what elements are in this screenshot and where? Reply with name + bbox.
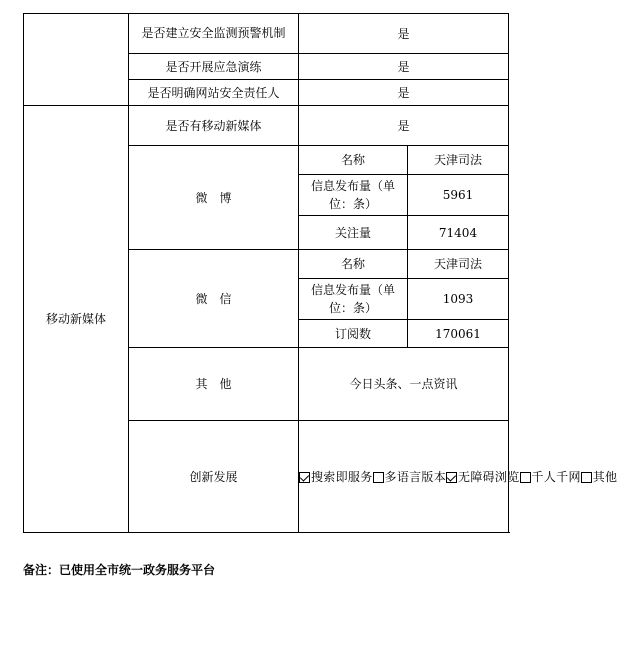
checked-checkbox-icon[interactable] <box>446 472 457 483</box>
wechat-subs-label: 订阅数 <box>299 320 408 348</box>
innovation-option <box>446 470 520 484</box>
wechat-subs-value: 170061 <box>408 320 509 348</box>
innovation-option-label: 千人千网 <box>531 469 581 484</box>
security-warning-label: 是否建立安全监测预警机制 <box>129 14 299 54</box>
wechat-name-label: 名称 <box>299 250 408 279</box>
wechat-posts-label: 信息发布量（单位：条） <box>299 279 408 320</box>
unchecked-checkbox-icon[interactable] <box>520 472 531 483</box>
has-mobile-label: 是否有移动新媒体 <box>129 106 299 146</box>
weibo-followers-label: 关注量 <box>299 216 408 250</box>
emergency-drill-value: 是 <box>299 54 509 80</box>
has-mobile-value: 是 <box>299 106 509 146</box>
prev-section-cell <box>24 14 129 106</box>
innovation-options <box>299 421 617 533</box>
innovation-option <box>581 470 617 484</box>
weibo-name-label: 名称 <box>299 146 408 175</box>
security-officer-label: 是否明确网站安全责任人 <box>129 80 299 106</box>
innovation-option-list <box>299 468 617 486</box>
wechat-label: 微 信 <box>129 250 299 348</box>
innovation-option <box>299 470 373 484</box>
security-officer-value: 是 <box>299 80 509 106</box>
weibo-followers-value: 71404 <box>408 216 509 250</box>
report-table <box>23 13 617 533</box>
emergency-drill-label: 是否开展应急演练 <box>129 54 299 80</box>
weibo-posts-label: 信息发布量（单位：条） <box>299 175 408 216</box>
checked-checkbox-icon[interactable] <box>299 472 310 483</box>
wechat-name-value: 天津司法 <box>408 250 509 279</box>
innovation-option-label: 无障碍浏览 <box>458 469 520 484</box>
innovation-section-label: 创新发展 <box>129 421 299 533</box>
innovation-option <box>373 470 447 484</box>
weibo-label: 微 博 <box>129 146 299 250</box>
footnote: 备注：已使用全市统一政务服务平台 <box>23 563 216 577</box>
innovation-option <box>520 470 581 484</box>
wechat-posts-value: 1093 <box>408 279 509 320</box>
innovation-option-label: 搜索即服务 <box>311 469 373 484</box>
other-label: 其 他 <box>129 348 299 421</box>
innovation-option-label: 多语言版本 <box>384 469 447 484</box>
innovation-option-label: 其他 <box>592 469 617 484</box>
other-value: 今日头条、一点资讯 <box>299 348 509 421</box>
mobile-section-label: 移动新媒体 <box>24 106 129 533</box>
unchecked-checkbox-icon[interactable] <box>581 472 592 483</box>
security-warning-value: 是 <box>299 14 509 54</box>
weibo-name-value: 天津司法 <box>408 146 509 175</box>
unchecked-checkbox-icon[interactable] <box>373 472 384 483</box>
weibo-posts-value: 5961 <box>408 175 509 216</box>
